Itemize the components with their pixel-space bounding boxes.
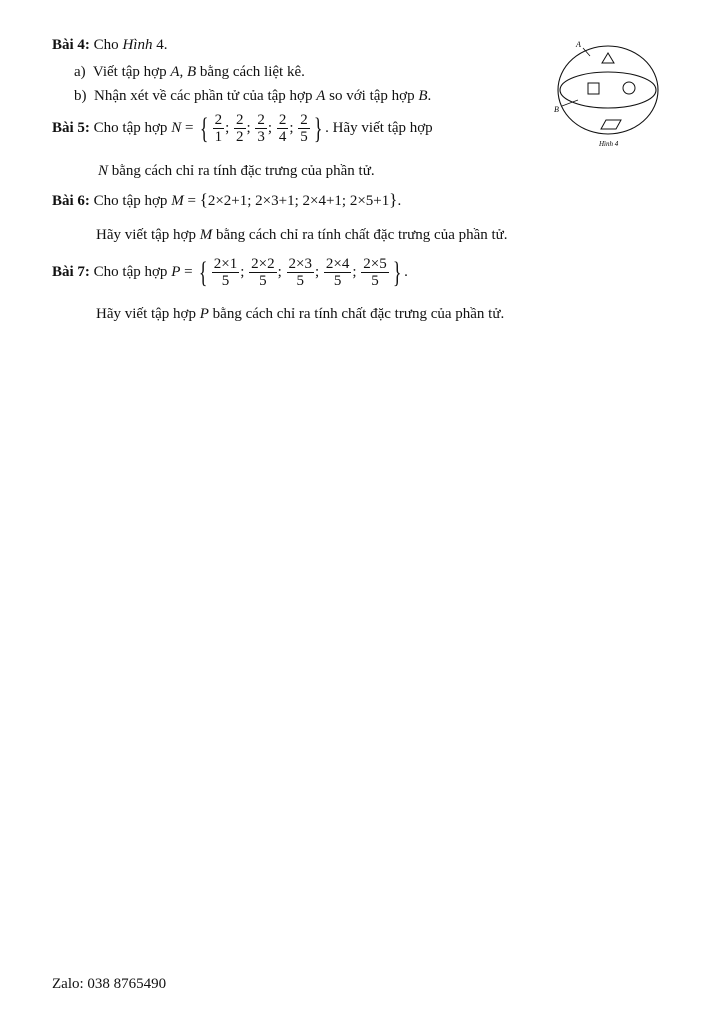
bai7-fraction: $\frac{2\times 4}{5}$ — [325, 256, 350, 290]
set-A-circle — [558, 46, 658, 134]
bai7-fraction: $\frac{2\times 5}{5}$ — [363, 256, 387, 290]
bai4-part-a — [74, 63, 305, 81]
bai4-figure-num: 4. — [152, 37, 168, 53]
bai6-right-brace: } — [389, 190, 398, 209]
bai7-right-brace: } — [392, 255, 402, 289]
bai4-a-text2: bằng cách liệt kê. — [196, 64, 305, 80]
bai7-left-brace: { — [199, 255, 208, 289]
bai7-line2-text1: Hãy viết tập hợp — [96, 306, 200, 322]
bai4-a-text1: Viết tập hợp — [92, 64, 171, 80]
bai4-title-line — [52, 36, 167, 54]
bai4-text-pre: Cho — [93, 37, 123, 53]
triangle-icon — [602, 53, 614, 63]
bai5-fraction: $\frac{2}{1}$ — [214, 112, 223, 146]
bai4-a-sets: A, B — [170, 64, 197, 80]
circle-icon — [623, 82, 635, 94]
bai6-eq: = — [183, 193, 200, 209]
bai4-b-setA: A — [316, 88, 326, 104]
bai6-elements: 2×2+1; 2×3+1; 2×4+1; 2×5+1 — [207, 193, 390, 209]
bai5-eq: = — [181, 120, 198, 136]
bai7-text1: Cho tập hợp — [93, 264, 172, 280]
bai4-a-marker: a) — [74, 64, 86, 80]
bai7-eq: = — [180, 264, 197, 280]
bai6-line2 — [96, 226, 508, 244]
bai7-fraction: $\frac{2\times 2}{5}$ — [251, 256, 275, 290]
bai5-fraction: $\frac{2}{5}$ — [300, 112, 308, 146]
bai5-left-brace: { — [200, 111, 209, 145]
bai5-fraction: $\frac{2}{3}$ — [257, 112, 265, 146]
bai7-fraction: $\frac{2\times 3}{5}$ — [288, 256, 312, 290]
bai5-fraction: $\frac{2}{4}$ — [278, 112, 287, 146]
set-B-ellipse — [560, 72, 656, 108]
bai7-fraction: $\frac{2\times 1}{5}$ — [213, 256, 238, 290]
bai7-end: . — [404, 264, 408, 280]
bai5-text1: Cho tập hợp — [93, 120, 172, 136]
bai5-label: Bài 5: — [52, 120, 90, 136]
bai4-b-text3: . — [427, 88, 432, 104]
bai5-setname: N — [171, 120, 182, 136]
bai5-line2-text: bằng cách chỉ ra tính đặc trưng của phần tử. — [108, 163, 375, 179]
footer-contact: Zalo: 038 8765490 — [52, 976, 167, 992]
bai6-text1: Cho tập hợp — [93, 193, 172, 209]
bai7-line2-text2: bằng cách chỉ ra tính chất đặc trưng của phần tử. — [208, 306, 505, 322]
bai5-fraction: $\frac{2}{2}$ — [236, 112, 244, 146]
bai7-line2-setname: P — [199, 306, 209, 322]
bai6-line2-text1: Hãy viết tập hợp — [96, 227, 200, 243]
bai7-setname: P — [171, 264, 181, 280]
square-icon — [588, 83, 599, 94]
bai4-b-setB: B — [418, 88, 428, 104]
figure-caption: Hình 4 — [599, 140, 619, 148]
bai7-line1: Bài 7: Cho tập hợp P = { $\frac{2\times 1}{5}$ ; $\frac{2\times 2}{5}$ ; $\frac{2\times 3}{5}$ ; $\frac{2\times 4}{5}$ ; $\frac{2\times 5}{5}$ } . — [52, 255, 408, 290]
bai6-line2-setname: M — [199, 227, 213, 243]
bai5-line2-setname: N — [98, 163, 109, 179]
bai6-end: . — [397, 193, 402, 209]
bai6-setname: M — [171, 193, 184, 209]
bai7-line2 — [96, 305, 504, 323]
bai4-figure-ref: Hình — [122, 37, 153, 53]
bai5-right-brace: } — [313, 111, 323, 145]
bai4-b-marker: b) — [74, 88, 87, 104]
bai5-line2 — [98, 162, 375, 180]
hinh4-venn-diagram — [548, 36, 668, 156]
bai6-left-brace: { — [199, 190, 208, 209]
bai6-label: Bài 6: — [52, 193, 90, 209]
label-A: A — [576, 40, 581, 49]
bai4-b-text2: so với tập hợp — [325, 88, 419, 104]
bai4-label: Bài 4: — [52, 37, 90, 53]
label-B: B — [554, 105, 559, 114]
bai5-text2: . Hãy viết tập hợp — [325, 120, 433, 136]
bai5-line1: Bài 5: Cho tập hợp N = { $\frac{2}{1}$ ; $\frac{2}{2}$ ; $\frac{2}{3}$ ; $\frac{2}{4}$ ; $\frac{2}{5}$ } . Hãy viết tập hợp — [52, 111, 433, 146]
bai4-b-text1: Nhận xét về các phần tử của tập hợp — [94, 88, 317, 104]
bai6-line2-text2: bằng cách chỉ ra tính chất đặc trưng của phần tử. — [212, 227, 508, 243]
parallelogram-icon — [601, 120, 621, 129]
bai4-part-b — [74, 87, 431, 105]
bai6-line1 — [52, 191, 401, 210]
bai7-label: Bài 7: — [52, 264, 90, 280]
